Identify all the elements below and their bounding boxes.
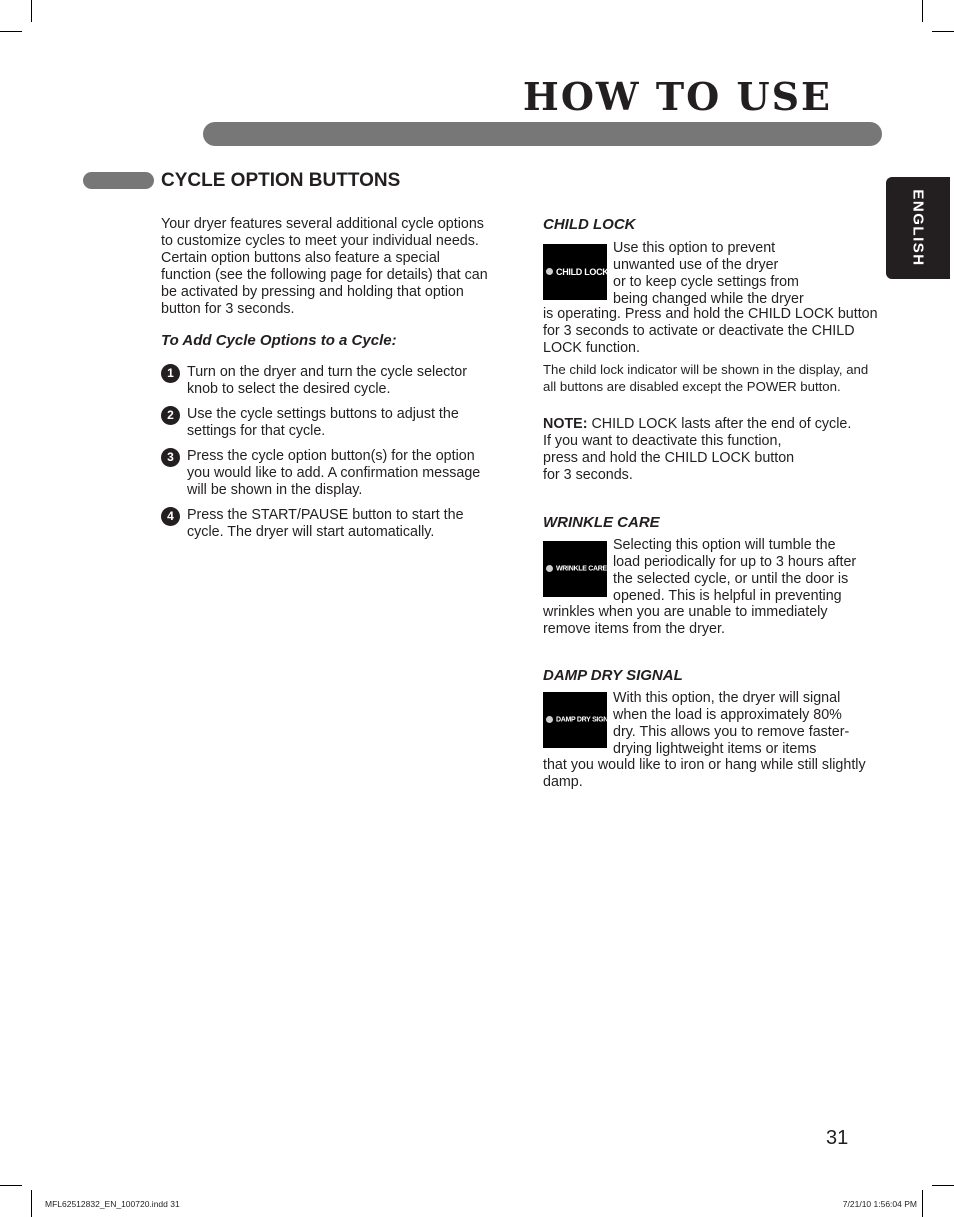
text-line: or to keep cycle settings from (613, 274, 799, 290)
text-line: being changed while the dryer (613, 291, 804, 307)
step-number-badge: 1 (161, 364, 180, 383)
note-line: press and hold the CHILD LOCK button (543, 450, 795, 466)
child-lock-button-label: CHILD LOCK (556, 267, 609, 277)
note-line (543, 416, 878, 433)
step-item (161, 448, 491, 499)
text-line: the selected cycle, or until the door is (613, 571, 849, 587)
section-marker (83, 172, 154, 189)
crop-mark (922, 1190, 923, 1217)
steps-list (161, 364, 491, 549)
wrinkle-care-button-image (543, 541, 607, 597)
damp-dry-signal-button-label: DAMP DRY SIGNAL (556, 716, 617, 724)
damp-dry-signal-wrap-text (613, 690, 875, 758)
wrinkle-care-continued: wrinkles when you are unable to immediately remove items from the dryer. (543, 604, 828, 637)
damp-dry-signal-continued: that you would like to iron or hang while still slightly damp. (543, 757, 866, 790)
wrinkle-care-wrap-text (613, 537, 875, 605)
text-line: With this option, the dryer will signal (613, 690, 841, 706)
step-text: Press the cycle option button(s) for the option you would like to add. A confirmation message will be shown in the display. (187, 448, 481, 498)
step-number-badge: 4 (161, 507, 180, 526)
crop-mark (31, 1190, 32, 1217)
step-text: Use the cycle settings buttons to adjust the settings for that cycle. (187, 406, 459, 439)
wrinkle-care-heading: WRINKLE CARE (543, 514, 660, 531)
step-item (161, 406, 491, 440)
note-text: CHILD LOCK lasts after the end of cycle. (587, 416, 852, 432)
crop-mark (31, 0, 32, 22)
print-slug-right: 7/21/10 1:56:04 PM (842, 1199, 917, 1209)
page-title: HOW TO USE (522, 74, 832, 119)
child-lock-heading: CHILD LOCK (543, 216, 636, 233)
step-number-badge: 2 (161, 406, 180, 425)
wrinkle-care-button-label: WRINKLE CARE (556, 565, 607, 573)
step-item (161, 364, 491, 398)
step-item (161, 507, 491, 541)
text-line: drying lightweight items or items (613, 741, 817, 757)
step-text: Press the START/PAUSE button to start the cycle. The dryer will start automatically. (187, 507, 464, 540)
indicator-dot-icon (546, 565, 553, 572)
page-number: 31 (826, 1127, 849, 1149)
indicator-dot-icon (546, 268, 553, 275)
child-lock-wrap-text (613, 240, 875, 308)
crop-mark (932, 31, 954, 32)
text-line: dry. This allows you to remove faster- (613, 724, 850, 740)
child-lock-button-image (543, 244, 607, 300)
text-line: Selecting this option will tumble the (613, 537, 836, 553)
indicator-dot-icon (546, 716, 553, 723)
note-label: NOTE: (543, 416, 588, 432)
text-line: opened. This is helpful in preventing (613, 588, 842, 604)
steps-subheading: To Add Cycle Options to a Cycle: (161, 332, 397, 349)
damp-dry-signal-heading: DAMP DRY SIGNAL (543, 667, 683, 684)
damp-dry-signal-button-image (543, 692, 617, 748)
text-line: load periodically for up to 3 hours after (613, 554, 857, 570)
text-line: when the load is approximately 80% (613, 707, 842, 723)
print-slug-left: MFL62512832_EN_100720.indd 31 (45, 1199, 180, 1209)
child-lock-indicator-note: The child lock indicator will be shown in the display, and all buttons are disabled except the POWER button. (543, 362, 869, 394)
header-bar (203, 122, 882, 146)
language-tab (886, 177, 950, 279)
child-lock-continued: is operating. Press and hold the CHILD LOCK button for 3 seconds to activate or deactivate the CHILD LOCK function. (543, 306, 878, 356)
text-line: unwanted use of the dryer (613, 257, 779, 273)
step-number-badge: 3 (161, 448, 180, 467)
text-line: Use this option to prevent (613, 240, 776, 256)
intro-paragraph: Your dryer features several additional cycle options to customize cycles to meet your individual needs. Certain option buttons also feature a special function (see the following page for details) that can be activated by pressing and holding that option button for 3 seconds. (161, 216, 488, 317)
note-line: for 3 seconds. (543, 467, 633, 483)
step-text: Turn on the dryer and turn the cycle selector knob to select the desired cycle. (187, 364, 467, 397)
section-title: CYCLE OPTION BUTTONS (161, 170, 401, 191)
crop-mark (0, 31, 22, 32)
note-line: If you want to deactivate this function, (543, 433, 782, 449)
crop-mark (0, 1185, 22, 1186)
child-lock-note (543, 416, 878, 484)
language-tab-label: ENGLISH (909, 189, 927, 267)
crop-mark (932, 1185, 954, 1186)
crop-mark (922, 0, 923, 22)
